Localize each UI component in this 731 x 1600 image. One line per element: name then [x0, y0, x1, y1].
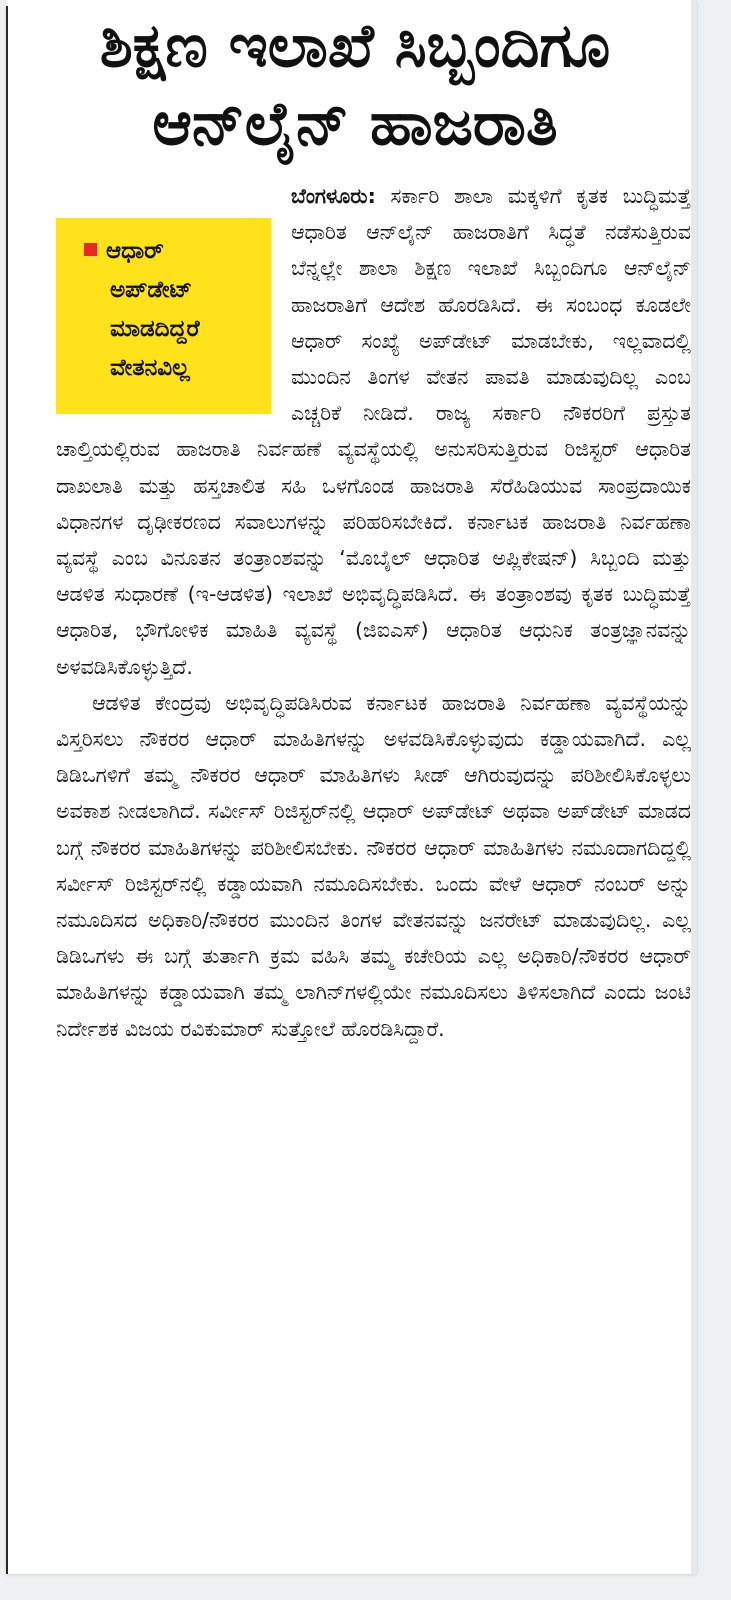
paragraph-1-text: ಸರ್ಕಾರಿ ಶಾಲಾ ಮಕ್ಕಳಿಗೆ ಕೃತಕ ಬುದ್ಧಿಮತ್ತೆ ಆಧಾರಿತ ಆನ್‌ಲೈನ್ ಹಾಜರಾತಿಗೆ ಸಿದ್ಧತೆ ನಡೆಸುತ್ತಿರುವ ಬೆನ್ನಲ್ಲೇ ಶಾಲಾ ಶಿಕ್ಷಣ ಇಲಾಖೆ ಸಿಬ್ಬಂದಿಗೂ ಆನ್‌ಲೈನ್ ಹಾಜರಾತಿಗೆ ಆದೇಶ ಹೊರಡಿಸಿದೆ. ಈ ಸಂಬಂಧ ಕೂಡಲೇ ಆಧಾರ್ ಸಂಖ್ಯೆ ಅಪ್‌ಡೇಟ್ ಮಾಡಬೇಕು, ಇಲ್ಲವಾದಲ್ಲಿ ಮುಂದಿನ ತಿಂಗಳ ವೇತನ ಪಾವತಿ ಮಾಡುವುದಿಲ್ಲ ಎಂಬ ಎಚ್ಚರಿಕೆ ನೀಡಿದೆ. ರಾಜ್ಯ ಸರ್ಕಾರಿ ನೌಕರರಿಗೆ ಪ್ರಸ್ತುತ ಚಾಲ್ತಿಯಲ್ಲಿರುವ ಹಾಜರಾತಿ ನಿರ್ವಹಣೆ ವ್ಯವಸ್ಥೆಯಲ್ಲಿ ಅನುಸರಿಸುತ್ತಿರುವ ರಿಜಿಸ್ಟರ್ ಆಧಾರಿತ ದಾಖಲಾತಿ ಮತ್ತು ಹಸ್ತಚಾಲಿತ ಸಹಿ ಒಳಗೊಂಡ ಹಾಜರಾತಿ ಸೆರೆಹಿಡಿಯುವ ಸಾಂಪ್ರದಾಯಿಕ ವಿಧಾನಗಳ ದೃಢೀಕರಣದ ಸವಾಲುಗಳನ್ನು ಪರಿಹರಿಸಬೇಕಿದೆ. ಕರ್ನಾಟಕ ಹಾಜರಾತಿ ನಿರ್ವಹಣಾ ವ್ಯವಸ್ಥೆ ಎಂಬ ವಿನೂತನ ತಂತ್ರಾಂಶವನ್ನು ‘ಮೊಬೈಲ್ ಆಧಾರಿತ ಅಪ್ಲಿಕೇಷನ್) ಸಿಬ್ಬಂದಿ ಮತ್ತು ಆಡಳಿತ ಸುಧಾರಣೆ (ಇ-ಆಡಳಿತ) ಇಲಾಖೆ ಅಭಿವೃದ್ಧಿಪಡಿಸಿದೆ. ಈ ತಂತ್ರಾಂಶವು ಕೃತಕ ಬುದ್ಧಿಮತ್ತೆ ಆಧಾರಿತ, ಭೌಗೋಳಿಕ ಮಾಹಿತಿ ವ್ಯವಸ್ಥೆ (ಜಿಐಎಸ್) ಆಧಾರಿತ ಆಧುನಿಕ ತಂತ್ರಜ್ಞಾನವನ್ನು ಅಳವಡಿಸಿಕೊಳ್ಳುತ್ತಿದೆ. — [56, 184, 691, 679]
headline-line-2: ಆನ್‌ಲೈನ್ ಹಾಜರಾತಿ — [152, 94, 558, 159]
newspaper-clipping — [6, 0, 697, 1574]
callout-line-1: ಆಧಾರ್ — [106, 238, 164, 264]
callout-line-4: ವೇತನವಿಲ್ಲ — [110, 355, 190, 381]
square-bullet-icon — [84, 243, 97, 256]
headline-line-1: ಶಿಕ್ಷಣ ಇಲಾಖೆ ಸಿಬ್ಬಂದಿಗೂ — [99, 16, 611, 81]
headline — [30, 16, 680, 172]
column-rule — [6, 6, 8, 1574]
paragraph-2: ಆಡಳಿತ ಕೇಂದ್ರವು ಅಭಿವೃದ್ಧಿಪಡಿಸಿರುವ ಕರ್ನಾಟಕ ಹಾಜರಾತಿ ನಿರ್ವಹಣಾ ವ್ಯವಸ್ಥೆಯನ್ನು ವಿಸ್ತರಿಸಲು ನೌಕರರ ಆಧಾರ್ ಮಾಹಿತಿಗಳನ್ನು ಅಳವಡಿಸಿಕೊಳ್ಳುವುದು ಕಡ್ಡಾಯವಾಗಿದೆ. ಎಲ್ಲ ಡಿಡಿಒಗಳಿಗೆ ತಮ್ಮ ನೌಕರರ ಆಧಾರ್ ಮಾಹಿತಿಗಳು ಸೀಡ್ ಆಗಿರುವುದನ್ನು ಪರಿಶೀಲಿಸಿಕೊಳ್ಳಲು ಅವಕಾಶ ನೀಡಲಾಗಿದೆ. ಸರ್ವೀಸ್ ರಿಜಿಸ್ಟರ್‌ನಲ್ಲಿ ಆಧಾರ್ ಅಪ್‌ಡೇಟ್ ಅಥವಾ ಅಪ್‌ಡೇಟ್ ಮಾಡದ ಬಗ್ಗೆ ನೌಕರರ ಮಾಹಿತಿಗಳನ್ನು ಪರಿಶೀಲಿಸಬೇಕು. ನೌಕರರ ಆಧಾರ್ ಮಾಹಿತಿಗಳು ನಮೂದಾಗದಿದ್ದಲ್ಲಿ ಸರ್ವೀಸ್ ರಿಜಿಸ್ಟರ್‌ನಲ್ಲಿ ಕಡ್ಡಾಯವಾಗಿ ನಮೂದಿಸಬೇಕು. ಒಂದು ವೇಳೆ ಆಧಾರ್ ನಂಬರ್ ಅನ್ನು ನಮೂದಿಸದ ಅಧಿಕಾರಿ/ನೌಕರರ ಮುಂದಿನ ತಿಂಗಳ ವೇತನವನ್ನು ಜನರೇಟ್ ಮಾಡುವುದಿಲ್ಲ. ಎಲ್ಲ ಡಿಡಿಒಗಳು ಈ ಬಗ್ಗೆ ತುರ್ತಾಗಿ ಕ್ರಮ ವಹಿಸಿ ತಮ್ಮ ಕಚೇರಿಯ ಎಲ್ಲ ಅಧಿಕಾರಿ/ನೌಕರರ ಆಧಾರ್ ಮಾಹಿತಿಗಳನ್ನು ಕಡ್ಡಾಯವಾಗಿ ತಮ್ಮ ಲಾಗಿನ್‌ಗಳಲ್ಲಿಯೇ ನಮೂದಿಸಲು ತಿಳಿಸಲಾಗಿದೆ ಎಂದು ಜಂಟಿ ನಿರ್ದೇಶಕ ವಿಜಯ ರವಿಕುಮಾರ್ ಸುತ್ತೋಲೆ ಹೊರಡಿಸಿದ್ದಾರೆ. — [56, 690, 691, 1041]
callout-line-2: ಅಪ್‌ಡೇಟ್ — [110, 277, 193, 303]
callout-line-3: ಮಾಡದಿದ್ದರೆ — [110, 316, 200, 342]
callout-box — [56, 218, 271, 414]
dateline: ಬೆಂಗಳೂರು: — [291, 184, 376, 208]
article-body — [56, 178, 691, 1047]
page-edge — [691, 0, 697, 1574]
